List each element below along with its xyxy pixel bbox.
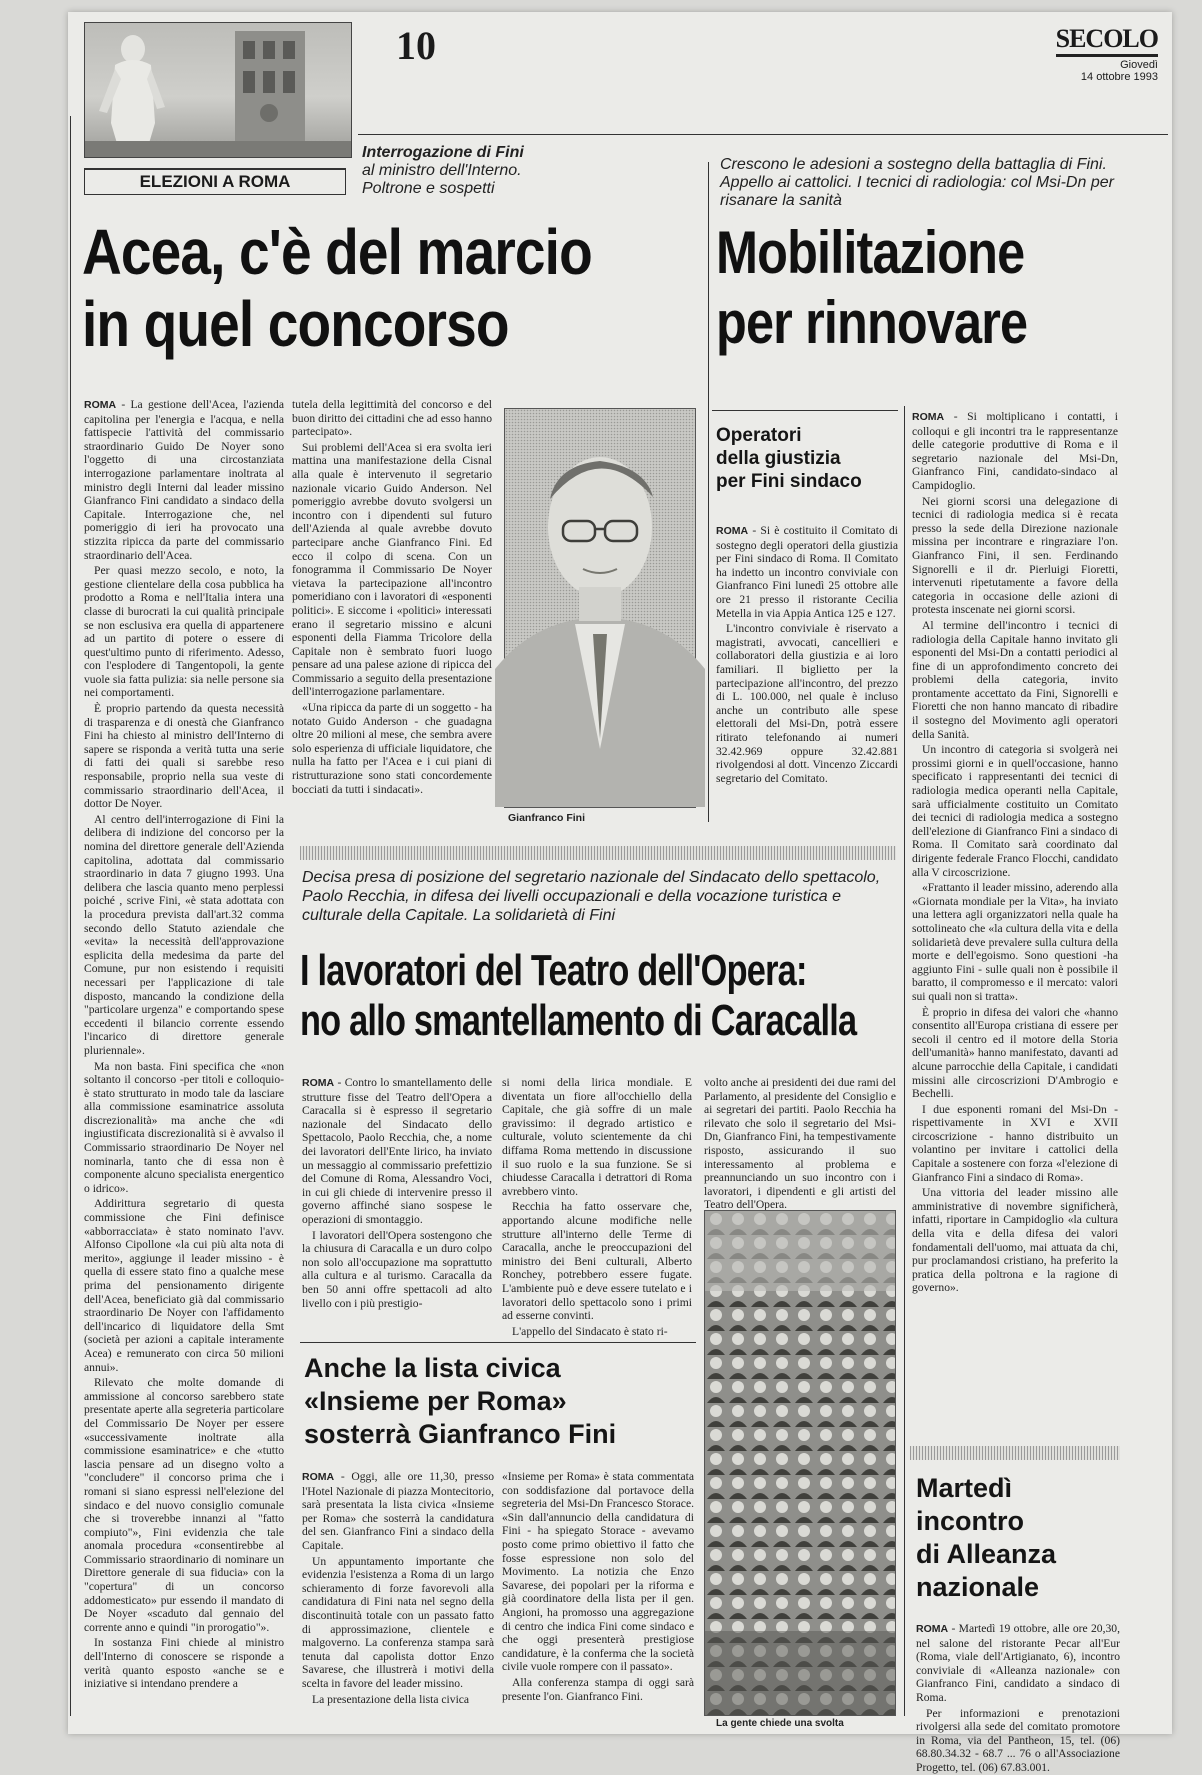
fini-portrait-photo xyxy=(504,408,696,808)
box-justice-text: ROMA - Si è costituito il Comitato di sostegno degli operatori della giustizia per Fini sindaco di Roma. Il Comitato ha indetto un incontro conviviale con Gianfranco Fini lunedì 25 ottobre alle ore 21 presso il ristorante Cecilia Metella in via Appia Antica 125 e 127. L'incontro conviviale è riservato a magistrati, avvocati, cancellieri e collaboratori della giustizia e ai loro familiari. Il biglietto per la partecipazione all'incontro, del prezzo di L. 100.000, nel quale è incluso anche un contributo alle spese elettorali del Msi-Dn, potrà essere ritirato telefonando ai numeri 32.42.969 oppure 32.42.881 rivolgendosi al dott. Vincenzo Ziccardi segretario del Comitato. xyxy=(716,524,898,785)
mobilitazione-headline xyxy=(716,218,1027,358)
civica-top-rule xyxy=(300,1342,696,1343)
box-justice-title: Operatori della giustizia per Fini sindaco xyxy=(716,425,862,492)
opera-col2: si nomi della lirica mondiale. E diventata un fiore all'occhiello della Capitale, che già soffre di un male gravissimo: il degrado artistico e culturale, voluto scientemente da chi diffama Roma mettendo in discussione il suo ruolo e la sua funzione. Se si chiudesse Caracalla i detrattori di Roma avrebbero vinto. Recchia ha fatto osservare che, apportando alcune modifiche nelle strutture all'interno delle Terme di Caracalla, anche le preoccupazioni del ministro dei Beni culturali, Alberto Ronchey, potrebbero essere fugate. L'ambiente può e deve essere tutelato e i lavoratori dello spettacolo sono i primi ad esserne convinti. L'appello del Sindacato è stato ri- xyxy=(502,1076,692,1338)
section-tag xyxy=(84,168,346,195)
alleanza-box-title: Martedì incontro di Alleanza nazionale xyxy=(916,1473,1057,1602)
left-frame-rule xyxy=(70,116,71,1716)
acea-headline xyxy=(82,216,592,360)
mobilitazione-kicker: Crescono le adesioni a sostegno della battaglia di Fini. Appello ai cattolici. I tecnici di radiologia: col Msi-Dn per risanare la sanità xyxy=(720,156,1114,209)
newspaper-page xyxy=(68,12,1172,1774)
header-photo xyxy=(84,22,352,158)
date-line-2: 14 ottobre 1993 xyxy=(1080,71,1158,83)
mobilitazione-headline-line2: per rinnovare xyxy=(716,289,1028,356)
crowd-photo xyxy=(704,1210,896,1716)
mobilitazione-headline-line1: Mobilitazione xyxy=(716,219,1025,286)
civica-headline: Anche la lista civica «Insieme per Roma» sosterrà Gianfranco Fini xyxy=(304,1353,617,1449)
masthead-title: SECOLO xyxy=(1056,24,1158,57)
opera-col3: volto anche ai presidenti dei due rami del Parlamento, al presidente del Consiglio e ai segretari dei partiti. Paolo Recchia ha rilevato che solo il segretario del Msi-Dn, Gianfranco Fini, ha tempestivamente risposto, assicurando il suo interessamento al problema e preannunciando un suo incontro con i lavoratori, i dipendenti e gli artisti del Teatro dell'Opera. xyxy=(704,1076,896,1212)
mobilitazione-column: ROMA - Si moltiplicano i contatti, i colloqui e gli incontri tra le rappresentanze delle categorie produttive di Roma e il segretario nazionale del Msi-Dn, Gianfranco Fini, candidato-sindaco al Campidoglio. Nei giorni scorsi una delegazione di tecnici di radiologia medica si è recata presso la sede della Direzione nazionale missina per incontrare e ringraziare l'on. Gianfranco Fini, il sen. Ferdinando Signorelli e il dr. Pierluigi Fioretti, intervenuti ripetutamente a favore della categoria in occasione delle azioni di protesta inscenate nei giorni scorsi. Al termine dell'incontro i tecnici di radiologia della Capitale hanno invitato gli esponenti del Msi-Dn a contatti periodici al fine di un approfondimento concreto dei problemi della categoria, invito prontamente accettato da Fini, Signorelli e Fioretti che non hanno mancato di ribadire il sostegno del Movimento agli operatori della Sanità. Un incontro di categoria si svolgerà nei prossimi giorni e in quell'occasione, hanno specificato i rappresentanti dei tecnici di radiologia medica operanti nella Capitale, sarà ufficialmente costituito un Comitato dei tecnici di radiologia medica a sostegno dell'elezione di Gianfranco Fini a sindaco di Roma. Il Comitato sarà coordinato dal dirigente federale Franco Flocchi, candidato alla V circoscrizione. «Frattanto il leader missino, aderendo alla «Giornata mondiale per la Vita», ha inviato una lettera agli organizzatori nella quale ha sottolineato che «la cultura della vita e della solidarietà deve prevalere sulla cultura della morte e dell'egoismo. Sono questioni -ha aggiunto Fini - sulle quali non è possibile il baratto, il compromesso e il mercato: valori sui quali non si tratta». È proprio in difesa dei valori che «hanno consentito all'Europa cristiana di essere per secoli il centro ed il motore della Storia dell'umanità» hanno manifestato, davanti ad alcune parrocchie della Capitale, i candidati missini alle circoscrizioni D'Ambrogio e Bechelli. I due esponenti romani del Msi-Dn -rispettivamente in XVI e XVII circoscrizione - hanno distribuito un volantino per invitare i cattolici della Capitale a sostenere con forza «l'elezione di Gianfranco Fini a sindaco di Roma». Una vittoria del leader missino alle amministrative di novembre significherà, infatti, riportare in Campidoglio «la cultura della vita e della difesa dei valori fondamentali dell'uomo, mai attuata da chi, pur proclamandosi cristiano, ha preferito la pratica della poltrona e la ragione di governo». xyxy=(912,410,1118,1295)
opera-headline-line1: I lavoratori del Teatro dell'Opera: xyxy=(300,946,807,995)
civica-col1: ROMA - Oggi, alle ore 11,30, presso l'Hotel Nazionale di piazza Montecitorio, sarà presentata la lista civica «Insieme per Roma» che sosterrà la candidatura del sen. Gianfranco Fini a sindaco della Capitale. Un appuntamento importante che evidenzia l'esistenza a Roma di un largo schieramento di forze favorevoli alla candidatura di Fini nata nel segno della discontinuità totale con un passato fatto di approssimazione, clientele e malgoverno. La conferenza stampa sarà tenuta dal capolista dottor Enzo Savarese, che illustrerà i motivi della scelta in favore del leader missino. La presentazione della lista civica xyxy=(302,1470,495,1706)
page-number: 10 xyxy=(396,23,436,68)
opera-kicker: Decisa presa di posizione del segretario nazionale del Sindacato dello spettacolo, Paolo Recchia, in difesa dei livelli occupazionali e della vocazione turistica e culturale della Capitale. La solidarietà di Fini xyxy=(302,869,881,924)
acea-kicker: Interrogazione di Fini al ministro dell'Interno. Poltrone e sospetti xyxy=(362,144,524,197)
right-col-rule xyxy=(904,406,905,1716)
opera-col1: ROMA - Contro lo smantellamento delle strutture fisse del Teatro dell'Opera a Caracalla si è espresso il segretario nazionale del Sindacato dello Spettacolo, Paolo Recchia, che, a nome dei lavoratori dell'Ente lirico, ha inviato un messaggio al commissario prefettizio del Comune di Roma, Alessandro Voci, in cui gli chiede di intervenire presso il governo affinché siano sospese le operazioni di smontaggio. I lavoratori dell'Opera sostengono che la chiusura di Caracalla e un duro colpo non solo all'occupazione ma soprattutto alla cultura e al turismo. Caracalla da ben 50 anni offre spettacoli ad alto livello con i più prestigio- xyxy=(302,1076,492,1310)
header-rule xyxy=(358,134,1168,135)
civica-col2: «Insieme per Roma» è stata commentata con soddisfazione dal portavoce della segreteria del Msi-Dn Francesco Storace. «Sin dall'annuncio della candidatura di Fini - ha spiegato Storace - avevamo posto come primo obiettivo il fatto che fosse espressione non solo del Movimento. La notizia che Enzo Savarese, dei popolari per la riforma e già coordinatore della lista per il gen. Angioni, ha promosso una aggregazione di centro che indica Fini come sindaco e che oggi presenterà prestigiose candidature, è la conferma che la società civile vuole rompere con il passato». Alla conferenza stampa di oggi sarà presente l'on. Gianfranco Fini. xyxy=(502,1470,694,1703)
acea-col1: ROMA - La gestione dell'Acea, l'azienda capitolina per l'energia e l'acqua, e nella fattispecie l'attività del commissario straordinario Guido De Noyer sono l'oggetto di una circostanziata interrogazione parlamentare inoltrata al ministro degli Interni dal leader missino Gianfranco Fini candidato a sindaco della Capitale. Interrogazione che, nel pomeriggio di ieri ha provocato una stizzita ripicca da parte del commissario straordinario dell'Acea. Per quasi mezzo secolo, e noto, la gestione clientelare della cosa pubblica ha prodotto a Roma e nell'Italia intera una classe di burocrati la cui qualità principale se non esclusiva era quella di appartenere ad un partito di potere o essere di quest'ultimo punto di riferimento. Adesso, con l'esplodere di Tangentopoli, la gente vuole sia fatta pulizia: sia nelle persone sia nei comportamenti. È proprio partendo da questa necessità di trasparenza e di onestà che Gianfranco Fini ha chiesto al ministro dell'Interno di sapere se risponda a verità tutta una serie di fatti dei quali si sarebbe reso responsabile, proprio nella sua veste di commissario straordinario dell'Acea, il dottor De Noyer. Al centro dell'interrogazione di Fini la delibera di indizione del concorso per la nomina del direttore generale dell'Azienda capitolina, adottata dal commissario straordinario in data 7 giugno 1993. Una delibera che lascia quanto meno perplessi poiché , scrive Fini, «è stata adottata con la procedura prevista dall'art.32 comma secondo dello Statuto aziendale che «evita» la necessità dell'approvazione esplicita della medesima da parte del Comune, pur non esistendo i requisiti necessari per l'applicazione di tale disposto, mancando la condizione della "particolare urgenza" e comportando spese eccedenti il bilancio corrente essendo l'incarico di direttore generale pluriennale». Ma non basta. Fini specifica che «non soltanto il concorso -per titoli e colloquio- è stato strutturato in modo tale da lasciare alla commissione esaminatrice assoluta discrezionalità» ma anche che «di ingiustificata discrezionalità si è avvalso il Commissario straordinario De Noyer nel nominarla, tanto che di essa non è componente alcuno specialista energentico o idrico». Addirittura segretario di questa commissione che Fini definisce «abborracciata» è stato nominato l'avv. Alfonso Cipollone «la cui più alta nota di merito», aggiunge il leader missino - è quella di essere stato fino a qualche mese prima del pensionamento dirigente dell'Acea, beneficiato già dal commissario straordinario De Noyer con l'affidamento dell'incarico di liquidatore della Smt (società per azioni a capitale interamente Acea) e remunerato con circa 50 milioni annui». Rilevato che molte domande di ammissione al concorso sarebbero state presentate aperte alla segreteria particolare del Commissario De Noyer per essere «successivamente inoltrate alla commissione esaminatrice» e che «tutto lascia pensare ad un disegno volto a "concludere" il concorso prima che i romani si siano espressi nell'elezione del sindaco e del nuovo consiglio comunale che si troverebbe innanzi al "fatto compiuto"», Fini evidenzia che tale anomala procedura «consentirebbe al Commissario straordinario di nominare un Direttore generale di sua fiducia» con la "copertura" di un concorso addomesticato» pur essendo il mandato di De Noyer «scaduto dal gennaio del corrente anno e quindi "in prorogatio"». In sostanza Fini chiede al ministro dell'Interno di conoscere se risponde a verità quanto esposto «anche se e iniziative si intendano prendere a xyxy=(84,398,284,1691)
masthead xyxy=(998,24,1158,83)
acea-headline-line1: Acea, c'è del marcio xyxy=(82,216,592,288)
portrait-illustration xyxy=(505,409,695,807)
box-justice-border-top xyxy=(712,410,898,411)
acea-right-rule xyxy=(708,162,709,822)
crowd-photo-caption: La gente chiede una svolta xyxy=(716,1718,844,1729)
acea-headline-line2: in quel concorso xyxy=(82,288,509,360)
opera-headline-line2: no allo smantellamento di Caracalla xyxy=(300,996,857,1045)
acea-col2: tutela della legittimità del concorso e del buon diritto dei cittadini che ad esso hanno partecipato». Sui problemi dell'Acea si era svolta ieri mattina una manifestazione della Cisnal alla quale è intervenuto il segretario nazionale vicario Guido Anderson. Nel pomeriggio avrebbe dovuto svolgersi un incontro con i dipendenti sul futuro dell'Azienda al quale avrebbe dovuto partecipare anche Gianfranco Fini. Ed ecco il colpo di scena. Con un fonogramma il Commissario De Noyer vietava la partecipazione all'incontro pomeridiano con i lavoratori di «esponenti politici». E siccome i «politici» interessati erano il segretario missino e alcuni esponenti della Fiamma Tricolore della Capitale non è sembrato fuori luogo pensare ad una palese azione di ripicca del Commissario a seguito della presentazione dell'interrogazione parlamentare. «Una ripicca da parte di un soggetto - ha notato Guido Anderson - che guadagna oltre 20 milioni al mese, che sembra avere solo esperienza di ufficiale liquidatore, che nulla ha fatto per l'Acea e i cui piani di ristrutturazione sono stati concordemente bocciati da tutti i sindacati». xyxy=(292,398,492,796)
section-tag-text: ELEZIONI A ROMA xyxy=(139,172,291,191)
date-line-1: Giovedì xyxy=(1120,59,1158,71)
statue-building-illustration xyxy=(85,23,351,157)
crowd-illustration xyxy=(705,1211,895,1715)
fini-photo-caption: Gianfranco Fini xyxy=(508,812,586,824)
opera-headline xyxy=(300,946,856,1046)
alleanza-box-hatch xyxy=(910,1446,1120,1460)
alleanza-box-text: ROMA - Martedì 19 ottobre, alle ore 20,30, nel salone del ristorante Pecar all'Eur (Roma, viale dell'Artigianato, 6), incontro conviviale di «Alleanza nazionale» con Gianfranco Fini, candidato a sindaco di Roma. Per informazioni e prenotazioni rivolgersi alla sede del comitato promotore in Roma, via del Pantheon, 15, tel. (06) 68.80.34.32 - 68.7 ... 76 o all'Associazione Progetto, tel. (06) 67.83.001. xyxy=(916,1622,1120,1774)
opera-hatch-bar xyxy=(300,846,896,860)
